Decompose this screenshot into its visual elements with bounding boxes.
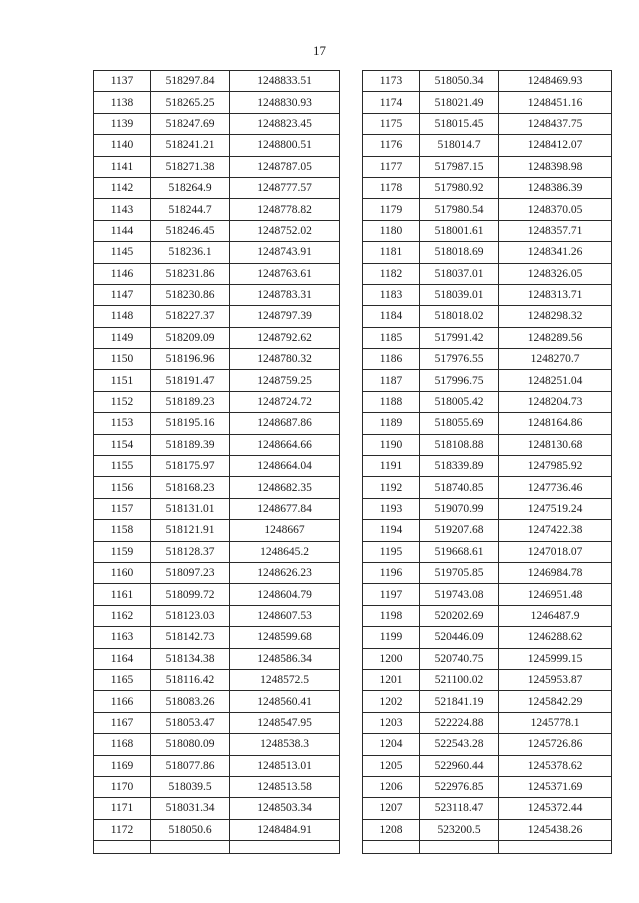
empty-cell	[499, 841, 612, 854]
y-coordinate-cell: 1245778.1	[499, 712, 612, 733]
x-coordinate-cell: 518005.42	[420, 391, 499, 412]
point-number-cell: 1141	[94, 156, 151, 177]
table-row	[94, 456, 340, 477]
table-row	[363, 434, 612, 455]
table-row	[363, 648, 612, 669]
x-coordinate-cell: 521841.19	[420, 691, 499, 712]
x-coordinate-cell: 523118.47	[420, 798, 499, 819]
table-row	[94, 306, 340, 327]
point-number-cell: 1204	[363, 734, 420, 755]
x-coordinate-cell: 518244.7	[151, 199, 230, 220]
y-coordinate-cell: 1248752.02	[230, 220, 340, 241]
y-coordinate-cell: 1248313.71	[499, 284, 612, 305]
y-coordinate-cell: 1248797.39	[230, 306, 340, 327]
point-number-cell: 1157	[94, 498, 151, 519]
table-row	[94, 71, 340, 92]
x-coordinate-cell: 518083.26	[151, 691, 230, 712]
y-coordinate-cell: 1248560.41	[230, 691, 340, 712]
point-number-cell: 1193	[363, 498, 420, 519]
y-coordinate-cell: 1248547.95	[230, 712, 340, 733]
x-coordinate-cell: 518740.85	[420, 477, 499, 498]
x-coordinate-cell: 517980.54	[420, 199, 499, 220]
x-coordinate-cell: 518271.38	[151, 156, 230, 177]
y-coordinate-cell: 1248783.31	[230, 284, 340, 305]
point-number-cell: 1192	[363, 477, 420, 498]
x-coordinate-cell: 518191.47	[151, 370, 230, 391]
table-row	[94, 284, 340, 305]
x-coordinate-cell: 518264.9	[151, 177, 230, 198]
point-number-cell: 1205	[363, 755, 420, 776]
x-coordinate-cell: 518247.69	[151, 113, 230, 134]
x-coordinate-cell: 518039.01	[420, 284, 499, 305]
empty-cell	[230, 841, 340, 854]
table-row	[94, 242, 340, 263]
table-row	[363, 413, 612, 434]
point-number-cell: 1174	[363, 92, 420, 113]
point-number-cell: 1206	[363, 776, 420, 797]
y-coordinate-cell: 1248645.2	[230, 541, 340, 562]
point-number-cell: 1191	[363, 456, 420, 477]
y-coordinate-cell: 1248677.84	[230, 498, 340, 519]
y-coordinate-cell: 1248667	[230, 520, 340, 541]
point-number-cell: 1196	[363, 562, 420, 583]
y-coordinate-cell: 1247018.07	[499, 541, 612, 562]
table-row	[363, 71, 612, 92]
x-coordinate-cell: 522976.85	[420, 776, 499, 797]
x-coordinate-cell: 518230.86	[151, 284, 230, 305]
x-coordinate-cell: 518265.25	[151, 92, 230, 113]
y-coordinate-cell: 1248386.39	[499, 177, 612, 198]
point-number-cell: 1146	[94, 263, 151, 284]
point-number-cell: 1149	[94, 327, 151, 348]
x-coordinate-cell: 519743.08	[420, 584, 499, 605]
y-coordinate-cell: 1248513.58	[230, 776, 340, 797]
x-coordinate-cell: 518050.34	[420, 71, 499, 92]
table-bottom-gap	[94, 841, 340, 854]
y-coordinate-cell: 1248823.45	[230, 113, 340, 134]
y-coordinate-cell: 1248469.93	[499, 71, 612, 92]
x-coordinate-cell: 518015.45	[420, 113, 499, 134]
point-number-cell: 1195	[363, 541, 420, 562]
x-coordinate-cell: 517976.55	[420, 349, 499, 370]
point-number-cell: 1173	[363, 71, 420, 92]
point-number-cell: 1208	[363, 819, 420, 840]
y-coordinate-cell: 1248604.79	[230, 584, 340, 605]
x-coordinate-cell: 523200.5	[420, 819, 499, 840]
x-coordinate-cell: 518241.21	[151, 135, 230, 156]
y-coordinate-cell: 1248664.66	[230, 434, 340, 455]
y-coordinate-cell: 1248626.23	[230, 562, 340, 583]
y-coordinate-cell: 1248682.35	[230, 477, 340, 498]
point-number-cell: 1142	[94, 177, 151, 198]
table-row	[94, 627, 340, 648]
table-row	[363, 691, 612, 712]
table-row	[94, 349, 340, 370]
point-number-cell: 1176	[363, 135, 420, 156]
y-coordinate-cell: 1248586.34	[230, 648, 340, 669]
x-coordinate-cell: 518080.09	[151, 734, 230, 755]
x-coordinate-cell: 518131.01	[151, 498, 230, 519]
table-row	[94, 113, 340, 134]
point-number-cell: 1178	[363, 177, 420, 198]
x-coordinate-cell: 520446.09	[420, 627, 499, 648]
x-coordinate-cell: 517996.75	[420, 370, 499, 391]
point-number-cell: 1181	[363, 242, 420, 263]
table-row	[94, 734, 340, 755]
y-coordinate-cell: 1248412.07	[499, 135, 612, 156]
table-row	[363, 755, 612, 776]
y-coordinate-cell: 1248437.75	[499, 113, 612, 134]
table-row	[94, 92, 340, 113]
point-number-cell: 1185	[363, 327, 420, 348]
x-coordinate-cell: 518189.23	[151, 391, 230, 412]
point-number-cell: 1201	[363, 669, 420, 690]
point-number-cell: 1207	[363, 798, 420, 819]
table-row	[94, 605, 340, 626]
table-row	[94, 391, 340, 412]
y-coordinate-cell: 1245378.62	[499, 755, 612, 776]
point-number-cell: 1171	[94, 798, 151, 819]
page-number: 17	[313, 43, 326, 58]
x-coordinate-cell: 518116.42	[151, 669, 230, 690]
y-coordinate-cell: 1248724.72	[230, 391, 340, 412]
point-number-cell: 1153	[94, 413, 151, 434]
x-coordinate-cell: 522224.88	[420, 712, 499, 733]
x-coordinate-cell: 518134.38	[151, 648, 230, 669]
table-row	[363, 456, 612, 477]
x-coordinate-cell: 520740.75	[420, 648, 499, 669]
point-number-cell: 1163	[94, 627, 151, 648]
x-coordinate-cell: 518246.45	[151, 220, 230, 241]
y-coordinate-cell: 1248513.01	[230, 755, 340, 776]
table-row	[363, 605, 612, 626]
x-coordinate-cell: 518018.69	[420, 242, 499, 263]
table-row	[363, 391, 612, 412]
y-coordinate-cell: 1248484.91	[230, 819, 340, 840]
empty-cell	[420, 841, 499, 854]
x-coordinate-cell: 518189.39	[151, 434, 230, 455]
table-row	[363, 669, 612, 690]
point-number-cell: 1166	[94, 691, 151, 712]
x-coordinate-cell: 517987.15	[420, 156, 499, 177]
x-coordinate-cell: 518196.96	[151, 349, 230, 370]
x-coordinate-cell: 518236.1	[151, 242, 230, 263]
table-row	[363, 263, 612, 284]
point-number-cell: 1152	[94, 391, 151, 412]
y-coordinate-cell: 1248130.68	[499, 434, 612, 455]
x-coordinate-cell: 522960.44	[420, 755, 499, 776]
table-row	[94, 541, 340, 562]
point-number-cell: 1172	[94, 819, 151, 840]
y-coordinate-cell: 1248830.93	[230, 92, 340, 113]
table-row	[94, 177, 340, 198]
point-number-cell: 1137	[94, 71, 151, 92]
point-number-cell: 1169	[94, 755, 151, 776]
x-coordinate-cell: 519668.61	[420, 541, 499, 562]
table-row	[363, 284, 612, 305]
x-coordinate-cell: 520202.69	[420, 605, 499, 626]
y-coordinate-cell: 1245726.86	[499, 734, 612, 755]
table-row	[94, 712, 340, 733]
table-row	[363, 306, 612, 327]
table-row	[94, 498, 340, 519]
table-row	[94, 819, 340, 840]
table-row	[363, 584, 612, 605]
y-coordinate-cell: 1248270.7	[499, 349, 612, 370]
point-number-cell: 1170	[94, 776, 151, 797]
y-coordinate-cell: 1246487.9	[499, 605, 612, 626]
table-row	[363, 92, 612, 113]
x-coordinate-cell: 519070.99	[420, 498, 499, 519]
point-number-cell: 1197	[363, 584, 420, 605]
x-coordinate-cell: 517991.42	[420, 327, 499, 348]
y-coordinate-cell: 1248451.16	[499, 92, 612, 113]
table-row	[363, 627, 612, 648]
x-coordinate-cell: 518053.47	[151, 712, 230, 733]
table-row	[363, 734, 612, 755]
y-coordinate-cell: 1248787.05	[230, 156, 340, 177]
y-coordinate-cell: 1248341.26	[499, 242, 612, 263]
x-coordinate-cell: 519705.85	[420, 562, 499, 583]
point-number-cell: 1138	[94, 92, 151, 113]
x-coordinate-cell: 518195.16	[151, 413, 230, 434]
point-number-cell: 1145	[94, 242, 151, 263]
point-number-cell: 1187	[363, 370, 420, 391]
y-coordinate-cell: 1248777.57	[230, 177, 340, 198]
y-coordinate-cell: 1245438.26	[499, 819, 612, 840]
y-coordinate-cell: 1248763.61	[230, 263, 340, 284]
x-coordinate-cell: 518039.5	[151, 776, 230, 797]
x-coordinate-cell: 518001.61	[420, 220, 499, 241]
point-number-cell: 1190	[363, 434, 420, 455]
point-number-cell: 1167	[94, 712, 151, 733]
coordinates-table-left	[93, 70, 340, 854]
y-coordinate-cell: 1248664.04	[230, 456, 340, 477]
table-row	[94, 584, 340, 605]
y-coordinate-cell: 1248687.86	[230, 413, 340, 434]
x-coordinate-cell: 518055.69	[420, 413, 499, 434]
empty-cell	[151, 841, 230, 854]
point-number-cell: 1175	[363, 113, 420, 134]
y-coordinate-cell: 1246951.48	[499, 584, 612, 605]
point-number-cell: 1168	[94, 734, 151, 755]
point-number-cell: 1194	[363, 520, 420, 541]
table-row	[363, 156, 612, 177]
table-row	[363, 798, 612, 819]
y-coordinate-cell: 1246984.78	[499, 562, 612, 583]
x-coordinate-cell: 522543.28	[420, 734, 499, 755]
table-row	[94, 327, 340, 348]
point-number-cell: 1140	[94, 135, 151, 156]
point-number-cell: 1179	[363, 199, 420, 220]
table-row	[94, 562, 340, 583]
coordinates-table-right	[362, 70, 612, 854]
table-row	[363, 349, 612, 370]
x-coordinate-cell: 518037.01	[420, 263, 499, 284]
x-coordinate-cell: 518097.23	[151, 562, 230, 583]
point-number-cell: 1203	[363, 712, 420, 733]
x-coordinate-cell: 521100.02	[420, 669, 499, 690]
table-bottom-gap	[363, 841, 612, 854]
y-coordinate-cell: 1247519.24	[499, 498, 612, 519]
table-row	[94, 434, 340, 455]
x-coordinate-cell: 518142.73	[151, 627, 230, 648]
table-row	[94, 776, 340, 797]
table-row	[363, 370, 612, 391]
point-number-cell: 1177	[363, 156, 420, 177]
point-number-cell: 1144	[94, 220, 151, 241]
table-row	[94, 520, 340, 541]
point-number-cell: 1160	[94, 562, 151, 583]
y-coordinate-cell: 1245372.44	[499, 798, 612, 819]
table-row	[94, 477, 340, 498]
table-row	[94, 156, 340, 177]
table-row	[94, 220, 340, 241]
point-number-cell: 1184	[363, 306, 420, 327]
x-coordinate-cell: 518121.91	[151, 520, 230, 541]
point-number-cell: 1182	[363, 263, 420, 284]
x-coordinate-cell: 518077.86	[151, 755, 230, 776]
point-number-cell: 1154	[94, 434, 151, 455]
table-row	[363, 776, 612, 797]
x-coordinate-cell: 518128.37	[151, 541, 230, 562]
point-number-cell: 1148	[94, 306, 151, 327]
point-number-cell: 1158	[94, 520, 151, 541]
y-coordinate-cell: 1247422.38	[499, 520, 612, 541]
x-coordinate-cell: 518021.49	[420, 92, 499, 113]
table-row	[363, 242, 612, 263]
table-row	[363, 520, 612, 541]
y-coordinate-cell: 1245371.69	[499, 776, 612, 797]
table-row	[94, 135, 340, 156]
x-coordinate-cell: 518108.88	[420, 434, 499, 455]
table-row	[94, 755, 340, 776]
point-number-cell: 1199	[363, 627, 420, 648]
y-coordinate-cell: 1248780.32	[230, 349, 340, 370]
y-coordinate-cell: 1247736.46	[499, 477, 612, 498]
y-coordinate-cell: 1248204.73	[499, 391, 612, 412]
table-row	[363, 541, 612, 562]
y-coordinate-cell: 1248759.25	[230, 370, 340, 391]
x-coordinate-cell: 518018.02	[420, 306, 499, 327]
point-number-cell: 1159	[94, 541, 151, 562]
x-coordinate-cell: 518123.03	[151, 605, 230, 626]
point-number-cell: 1143	[94, 199, 151, 220]
table-row	[94, 199, 340, 220]
y-coordinate-cell: 1245999.15	[499, 648, 612, 669]
table-row	[363, 819, 612, 840]
x-coordinate-cell: 518099.72	[151, 584, 230, 605]
y-coordinate-cell: 1246288.62	[499, 627, 612, 648]
x-coordinate-cell: 518297.84	[151, 71, 230, 92]
table-row	[363, 199, 612, 220]
y-coordinate-cell: 1248326.05	[499, 263, 612, 284]
x-coordinate-cell: 519207.68	[420, 520, 499, 541]
point-number-cell: 1198	[363, 605, 420, 626]
point-number-cell: 1165	[94, 669, 151, 690]
table-row	[363, 135, 612, 156]
y-coordinate-cell: 1248572.5	[230, 669, 340, 690]
table-row	[363, 498, 612, 519]
point-number-cell: 1180	[363, 220, 420, 241]
y-coordinate-cell: 1248778.82	[230, 199, 340, 220]
y-coordinate-cell: 1248298.32	[499, 306, 612, 327]
point-number-cell: 1156	[94, 477, 151, 498]
x-coordinate-cell: 518168.23	[151, 477, 230, 498]
y-coordinate-cell: 1247985.92	[499, 456, 612, 477]
point-number-cell: 1155	[94, 456, 151, 477]
x-coordinate-cell: 518031.34	[151, 798, 230, 819]
y-coordinate-cell: 1248370.05	[499, 199, 612, 220]
point-number-cell: 1151	[94, 370, 151, 391]
table-row	[363, 327, 612, 348]
y-coordinate-cell: 1248800.51	[230, 135, 340, 156]
table-row	[363, 562, 612, 583]
table-row	[363, 113, 612, 134]
y-coordinate-cell: 1248599.68	[230, 627, 340, 648]
empty-cell	[94, 841, 151, 854]
y-coordinate-cell: 1248164.86	[499, 413, 612, 434]
y-coordinate-cell: 1248398.98	[499, 156, 612, 177]
table-row	[94, 648, 340, 669]
x-coordinate-cell: 518209.09	[151, 327, 230, 348]
x-coordinate-cell: 518175.97	[151, 456, 230, 477]
point-number-cell: 1150	[94, 349, 151, 370]
x-coordinate-cell: 518050.6	[151, 819, 230, 840]
y-coordinate-cell: 1245953.87	[499, 669, 612, 690]
point-number-cell: 1147	[94, 284, 151, 305]
y-coordinate-cell: 1248538.3	[230, 734, 340, 755]
point-number-cell: 1183	[363, 284, 420, 305]
x-coordinate-cell: 517980.92	[420, 177, 499, 198]
table-row	[94, 370, 340, 391]
empty-cell	[363, 841, 420, 854]
point-number-cell: 1189	[363, 413, 420, 434]
point-number-cell: 1162	[94, 605, 151, 626]
table-row	[363, 712, 612, 733]
table-row	[363, 220, 612, 241]
y-coordinate-cell: 1248607.53	[230, 605, 340, 626]
table-row	[94, 263, 340, 284]
table-row	[94, 798, 340, 819]
y-coordinate-cell: 1248357.71	[499, 220, 612, 241]
y-coordinate-cell: 1248251.04	[499, 370, 612, 391]
table-row	[94, 413, 340, 434]
point-number-cell: 1139	[94, 113, 151, 134]
point-number-cell: 1164	[94, 648, 151, 669]
y-coordinate-cell: 1248503.34	[230, 798, 340, 819]
x-coordinate-cell: 518014.7	[420, 135, 499, 156]
table-row	[363, 177, 612, 198]
y-coordinate-cell: 1248289.56	[499, 327, 612, 348]
y-coordinate-cell: 1245842.29	[499, 691, 612, 712]
point-number-cell: 1161	[94, 584, 151, 605]
table-row	[94, 691, 340, 712]
point-number-cell: 1188	[363, 391, 420, 412]
y-coordinate-cell: 1248833.51	[230, 71, 340, 92]
x-coordinate-cell: 518227.37	[151, 306, 230, 327]
x-coordinate-cell: 518339.89	[420, 456, 499, 477]
table-row	[363, 477, 612, 498]
y-coordinate-cell: 1248792.62	[230, 327, 340, 348]
point-number-cell: 1202	[363, 691, 420, 712]
x-coordinate-cell: 518231.86	[151, 263, 230, 284]
point-number-cell: 1200	[363, 648, 420, 669]
point-number-cell: 1186	[363, 349, 420, 370]
table-row	[94, 669, 340, 690]
y-coordinate-cell: 1248743.91	[230, 242, 340, 263]
